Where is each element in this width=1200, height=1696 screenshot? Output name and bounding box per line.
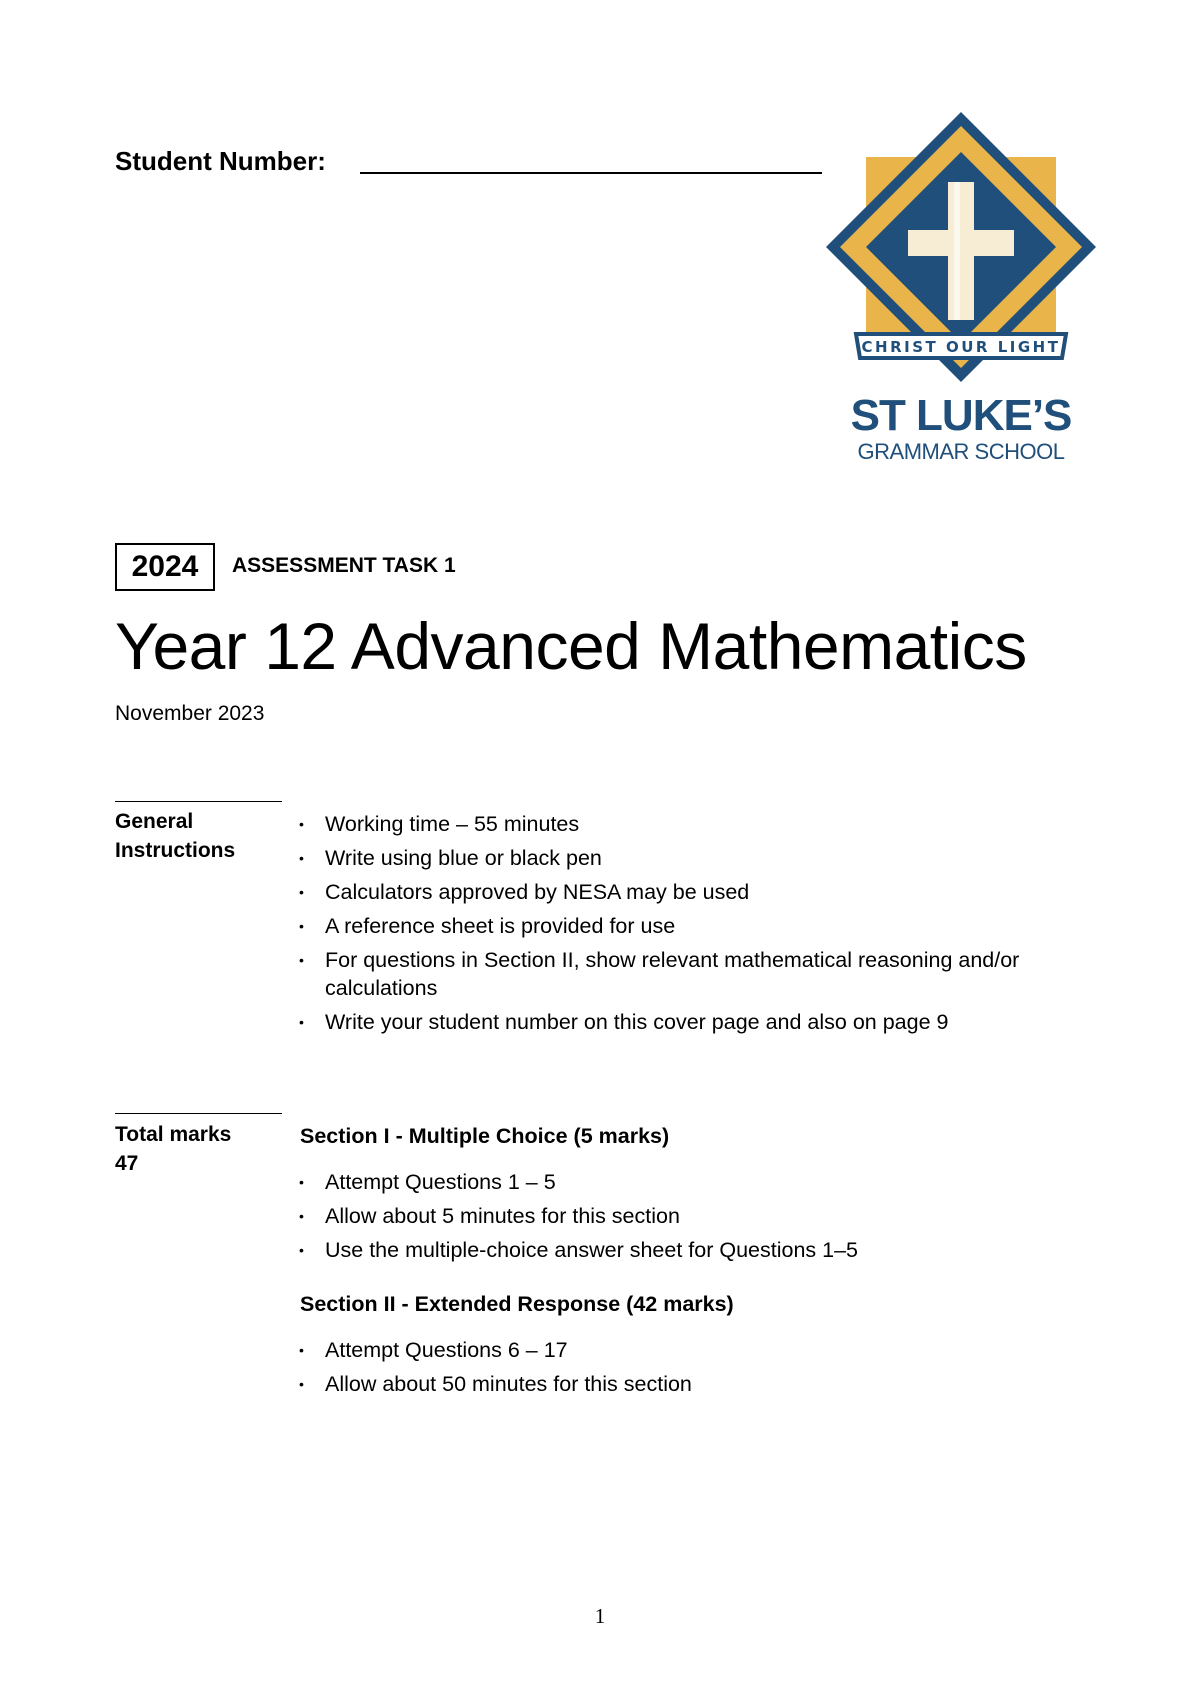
list-item: • A reference sheet is provided for use bbox=[297, 912, 1077, 940]
student-number-label: Student Number: bbox=[115, 146, 326, 176]
list-item: • Working time – 55 minutes bbox=[297, 810, 1077, 838]
section-2-list bbox=[297, 1336, 1077, 1404]
year-box: 2024 bbox=[115, 543, 215, 591]
list-item: • Calculators approved by NESA may be used bbox=[297, 878, 1077, 906]
list-item: • Attempt Questions 1 – 5 bbox=[297, 1168, 1077, 1196]
crest-icon bbox=[818, 112, 1104, 392]
task-label: ASSESSMENT TASK 1 bbox=[232, 554, 456, 577]
student-number-field[interactable] bbox=[360, 172, 822, 174]
list-item: • Use the multiple-choice answer sheet for Questions 1–5 bbox=[297, 1236, 1077, 1264]
list-item: • Write using blue or black pen bbox=[297, 844, 1077, 872]
section-2-heading: Section II - Extended Response (42 marks) bbox=[300, 1292, 734, 1316]
general-instructions-label: General Instructions bbox=[115, 810, 236, 862]
list-item: • Attempt Questions 6 – 17 bbox=[297, 1336, 1077, 1364]
logo-school-subtitle: GRAMMAR SCHOOL bbox=[857, 439, 1065, 464]
divider bbox=[115, 1113, 282, 1114]
section-1-heading: Section I - Multiple Choice (5 marks) bbox=[300, 1124, 670, 1148]
list-item: • For questions in Section II, show relevant mathematical reasoning and/or calculations bbox=[297, 946, 1077, 1002]
total-marks-label: Total marks 47 bbox=[115, 1120, 231, 1178]
list-item: • Allow about 50 minutes for this section bbox=[297, 1370, 1077, 1398]
logo-motto: CHRIST OUR LIGHT bbox=[861, 338, 1061, 356]
logo-school-name: ST LUKE’S bbox=[850, 391, 1072, 440]
exam-date: November 2023 bbox=[115, 702, 265, 725]
school-logo bbox=[818, 112, 1104, 464]
general-instructions-list bbox=[297, 810, 1077, 1042]
list-item: • Write your student number on this cover page and also on page 9 bbox=[297, 1008, 1077, 1036]
list-item: • Allow about 5 minutes for this section bbox=[297, 1202, 1077, 1230]
page-number: 1 bbox=[594, 1604, 606, 1628]
total-marks-value: 47 bbox=[115, 1152, 139, 1175]
divider bbox=[115, 801, 282, 802]
page-title: Year 12 Advanced Mathematics bbox=[115, 609, 1027, 683]
section-1-list bbox=[297, 1168, 1077, 1270]
